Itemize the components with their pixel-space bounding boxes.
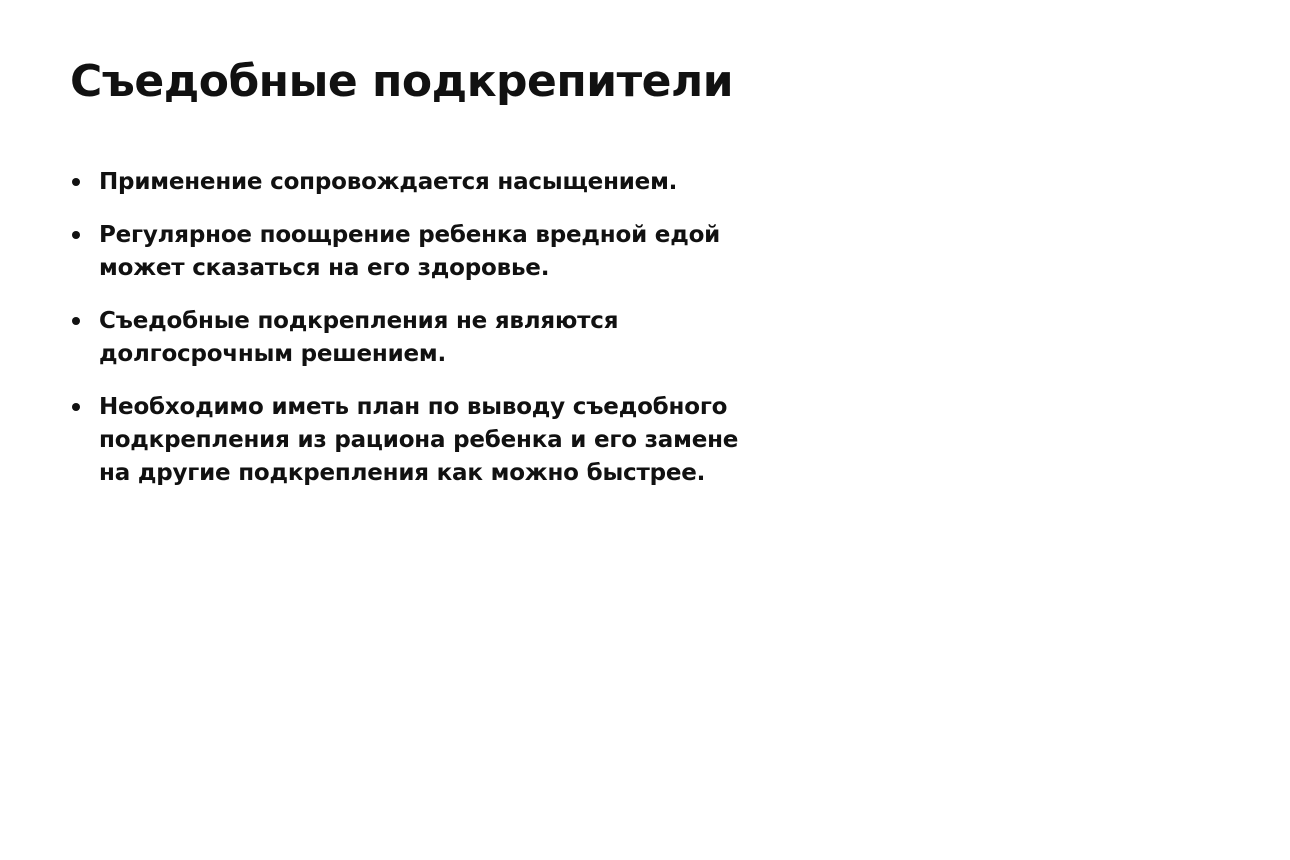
bullet-line: Регулярное поощрение ребенка вредной едой	[99, 222, 721, 248]
bullet-dot-icon	[72, 178, 80, 186]
bullet-dot-icon	[72, 231, 80, 239]
slide-title: Съедобные подкрепители	[70, 56, 734, 107]
bullet-line: Необходимо иметь план по выводу съедобного	[99, 394, 728, 420]
bullet-item	[70, 305, 790, 371]
bullet-dot-icon	[72, 317, 80, 325]
bullet-list	[70, 166, 790, 510]
bullet-item	[70, 219, 790, 285]
bullet-item	[70, 166, 790, 199]
bullet-line: может сказаться на его здоровье.	[99, 255, 550, 281]
bullet-dot-icon	[72, 403, 80, 411]
bullet-line: долгосрочным решением.	[99, 341, 447, 367]
bullet-line: Применение сопровождается насыщением.	[99, 169, 678, 195]
bullet-line: Съедобные подкрепления не являются	[99, 308, 619, 334]
bullet-line: подкрепления из рациона ребенка и его замене	[99, 427, 739, 453]
bullet-item	[70, 391, 790, 490]
bullet-line: на другие подкрепления как можно быстрее.	[99, 460, 706, 486]
